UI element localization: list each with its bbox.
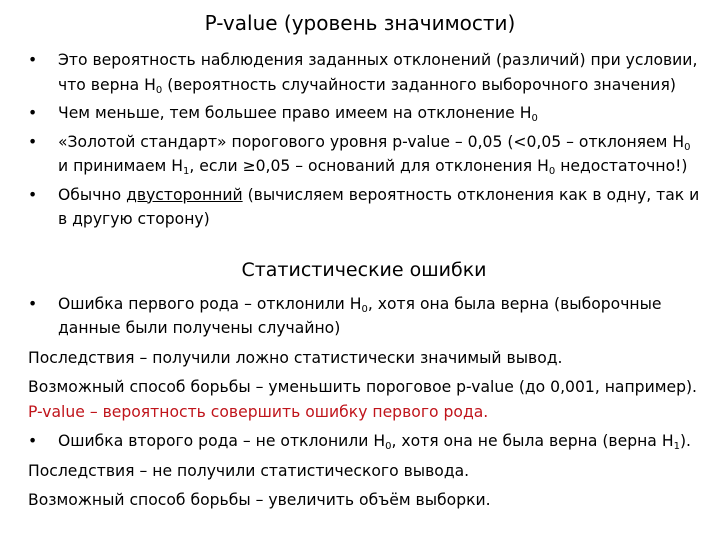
bullet-text: и принимаем H: [58, 157, 184, 175]
paragraph-consequences-2: Последствия – не получили статистического вывода.: [28, 461, 470, 480]
bullet-marker: •: [28, 432, 38, 450]
bullet-text: , хотя она не была верна (верна H: [391, 432, 674, 450]
bullet-text: ).: [679, 432, 691, 450]
highlighted-definition: P-value – вероятность совершить ошибку первого рода: [28, 402, 484, 421]
bullet-two-sided: [28, 183, 700, 232]
bullet-text: , если ≥0,05 – оснований для отклонения H: [189, 157, 549, 175]
bullet-text: Чем меньше, тем большее право имеем на отклонение H: [58, 104, 532, 122]
bullet-marker: •: [28, 185, 38, 204]
bullet-text: Ошибка первого рода – отклонили H: [58, 294, 362, 313]
slide-content: [28, 48, 700, 513]
paragraph-remedy-1: [28, 375, 700, 424]
subscript: 0: [385, 441, 392, 452]
bullet-text: Обычно: [58, 185, 127, 204]
bullet-marker: •: [28, 132, 38, 151]
slide-title: P-value (уровень значимости): [204, 11, 516, 35]
subscript: 0: [531, 113, 538, 124]
bullet-gold-standard: [28, 130, 700, 179]
bullet-smaller-better: [28, 101, 700, 126]
bullet-marker: •: [28, 294, 38, 313]
subscript: 0: [548, 166, 556, 177]
paragraph-text: .: [483, 402, 489, 421]
subscript: 0: [155, 84, 163, 96]
bullet-marker: •: [28, 51, 38, 69]
paragraph-consequences-1: Последствия – получили ложно статистически значимый вывод.: [28, 348, 563, 367]
bullet-text: (вычисляем вероятность отклонения как в одну, так и в другую сторону): [58, 185, 700, 228]
subscript: 1: [673, 441, 680, 452]
bullet-text: недостаточно!): [555, 157, 688, 175]
bullet-type1-error: [28, 292, 700, 341]
subscript: 0: [361, 303, 368, 315]
bullet-text: , хотя она была верна (выборочные данные были получены случайно): [58, 294, 662, 337]
underlined-term: двусторонний: [126, 185, 243, 204]
section-title: Статистические ошибки: [241, 258, 487, 281]
subscript: 1: [183, 166, 190, 177]
bullet-marker: •: [28, 104, 38, 122]
bullet-type2-error: [28, 429, 700, 454]
bullet-text: Это вероятность наблюдения заданных отклонений (различий) при условии, что верна H: [58, 51, 698, 94]
bullet-definition: [28, 48, 700, 97]
bullet-text: «Золотой стандарт» порогового уровня p-value – 0,05 (<0,05 – отклоняем H: [58, 132, 685, 151]
bullet-text: Ошибка второго рода – не отклонили H: [58, 432, 386, 450]
bullet-text: (вероятность случайности заданного выборочного значения): [162, 75, 676, 94]
paragraph-remedy-2: Возможный способ борьбы – увеличить объём выборки.: [28, 491, 491, 509]
paragraph-text: Возможный способ борьбы – уменьшить пороговое p-value (до 0,001, например).: [28, 378, 698, 396]
subscript: 0: [684, 141, 691, 153]
